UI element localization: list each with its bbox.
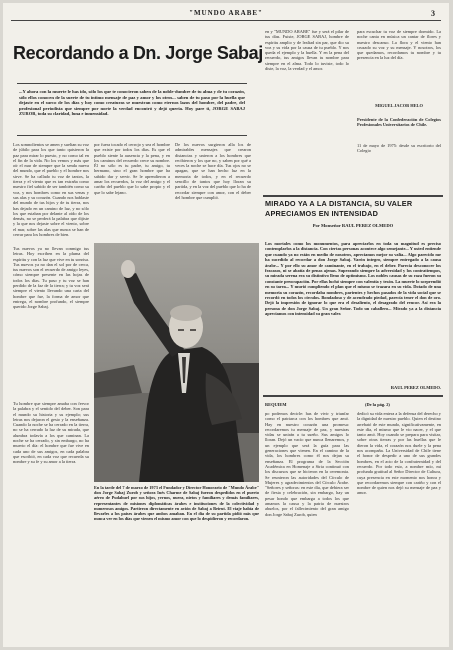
lead-top-rule [17, 83, 247, 84]
article-title: Recordando a Dn. Jorge Sabaj [13, 43, 263, 63]
box-headline: MIRADO YA A LA DISTANCIA, SU VALER APRECIAMOS EN INTENSIDAD [265, 199, 413, 218]
box-body: Los mortales como los monumentos, para apreciarlos en toda su magnitud es preciso contemplarlos a la distancia. Con ciertas personas acontece algo semejante... Y usted entiende que cuando ya no están en medio de nosotros, apreciamos mejor su valía... Algo parecido me ha sucedido al recordar a don Jorge Sabaj. Varón íntegro, siempre entregado a la causa árabe... Y por ello su amor de caminante, en el trabajo, en el deber. Parecía desconocer los fracasos, ni se abatía de penas ajenas. Superando siempre la adversidad y los contratiempos, su mirada serena era su distintivo lleno de optimismo. Los nobles causas de su raza fueron su constante preocupación. Por ellas luchó siempre con valentía y tesón. La muerte lo sorprendió en su tarea... Y murió cumpliendo el plan que el mismo se trazara en su vida. Dotado de una memoria su corazón, recordaba nombres, parientes y hechos pasados de la vida social que se recordó en todos los círculos. Bondadoso y de acendrado piedad, parecía tener el don de oro. Dejó la impresión de ignorar lo que era el desaliento, el desagrado del rencor. Así era la persona de don Jorge Sabaj. Un gran Señor. Todo un caballero... Mirado ya a la distancia apreciamos con intensidad su gran valer. [265, 241, 441, 317]
requiem-column-b: dedicó su vida entera a la defensa del derecho y la dignidad de nuestro pueblo. Quien el destino arrebató de este mundo, significativamente, en este día, el mismo que le vio nacer, y el que tanto amó. Hoy cuando se prepara para visitar, sobre otras tierras y por las huellas que le dieron la vida, el corazón nos duele y la pena nos acompaña. La Universidad de Chile tiene el honor de despedir a uno de sus grandes hombres, en el acto de la confraternidad y del recuerdo. Por todo esto, a nombre mío, mi profunda gratitud al Señor Director de Cultura, cuya presencia en este momento nos honra y que recordaremos siempre con cariño y con el nombre de quien nos dejó su mensaje de paz y amor. [357, 411, 441, 496]
article-column-2: por fuera tocado el cerrojo y sea el hombre que existe por todos los días. Es que el pueblo siente la ausencia y la pena, y en los caminos del recuerdo crece su nombre. Él no sólo es tu padre, tu amigo, tu hermano, sino el gran hombre que ha sabido dar y servir. Se le aprendieron a amar los recuerdos, la voz del amigo y el cariño del pueblo que lo sabe propio y el que lo sabe lejano. [94, 142, 170, 195]
page-number: 3 [431, 9, 435, 18]
requiem-label: REQUIEM [265, 402, 287, 407]
header-rule [11, 20, 441, 21]
newspaper-page [3, 3, 449, 647]
article-column-1c: Tu hombre que siempre amaba con fervor la palabra y el sentido del deber. Son para el mundo su historia y su ejemplo; sus letras nos dejaron el gesto y la enseñanza. Cuando la noche se ha cerrado en la tierra, no se ha cerrado la luz de su mirada, que alumbra todavía a los que caminan. La noche se ha cerrado, y sin embargo, no ha muerto el día: el hombre que fue vive en cada uno de sus amigos, en cada palabra que escribió, en cada voz que recuerda su nombre y su fe y su amor a la tierra. [13, 401, 89, 465]
signature-name: MIGUEL JACOB HELO [375, 103, 423, 108]
lead-bottom-rule [17, 135, 247, 136]
box-byline: Por Monseñor RAUL PEREZ OLMEDO [312, 223, 394, 228]
requiem-column-a: po podemos decirle: has de vivir y triunfar como el patriarca con los hombres que amó. Hay en nuestro corazón una promesa: recordaremos tu mensaje de paz, y nuestras vidas se unirán a tu sueño. Sus amigos lo lloran. Dejó un vacío que nunca llenaremos, y un ejemplo que será la guía para las generaciones que vienen. En el camino de la vida, los hombres como él nos dejan su enseñanza. El programa de la Sección Académica en Homenaje a Siria continuó con los discursos que se hicieron en la ceremonia. Se reunieron las autoridades del Círculo de Mujeres y agradecimientos del Círculo Árabe. "Señores y señoras: en este día, que debiera ser de fiesta y celebración, sin embargo, hay un pesar hondo que embarga a todos los que amamos la causa y la patria de nuestros abuelos, por el fallecimiento del gran amigo don Jorge Sabaj Zurob, quien [265, 411, 349, 517]
box-bottom-rule [263, 395, 443, 397]
requiem-continuation: (De la pág. 2) [365, 402, 390, 407]
masthead: "MUNDO ARABE" [189, 9, 263, 17]
photo-man-waving [94, 243, 259, 482]
box-signature: RAUL PEREZ OLMEDO. [390, 385, 441, 390]
signature-date: 11 de mayo de 1975: desde su escritorio del Colegio [357, 143, 441, 154]
photo-caption: En la tarde del 7 de marzo de 1973 el Fundador y Director Honorario de "Mundo Árabe" don Jorge Sabaj Zurob y señora Inés Charme de Sabaj fueron despedidos en el puerto aéreo de Pudahuel por sus hijos, yernos, nuera, nietos y familiares y demás familiares, representantes de misiones diplomáticas árabes e instituciones de la colectividad y numerosos amigos. Partieron directamente en avión de Sabaj a Beirut. El viaje había de llevarles a los países árabes que ambos amaban. En el día de su partida pidió más que nunca ver en los días que vienen el mismo amor con que lo despidieron y recordaron. [94, 485, 259, 522]
signature-title: Presidente de la Confederación de Colegios Profesionales Universitarios de Chile. [357, 117, 441, 128]
article-column-1b: Tus nuevos ya no llevan conmigo tus letras. Hoy escriben en la pluma del espíritu y con la luz que vive en tu sonrisa. Tus nuevos ya no dan el sol por de cerca, tus nuevos son el recuerdo de amigo leyes, cómo siempre presente en las hojas de todos los días. Tu paso y tu voz se han perdido de la faz de la tierra; y tu voz será siempre el viento llevando una carta del hombre que fue, la forma de amor que entrega, el nombre profundo, el siempre querido Jorge Sabaj. [13, 246, 89, 310]
article-column-1: Los somnolientos se amen y sueltan su voz de júbilo para los que tanto quisieron la paz para mirar lo puesto, y no como tal en el fin de la vida. No los vemos y más que oír el mar de siempre que la senda nueva del mundo, que el pueblo y el hombre nos sirve. Se ha callado tu voz de tantos, la tierra y el viento que es tan extraña como nuestro fiel sabido de ser también como su voz, y nos hombres como en sus venas y sus alas y su corazón. Cuando nos hablaste del mundo de tus hijos y de tu tierra, nos has dejado en un camino de luz, y no sólo los que estaban por delante al oído de los demás, no se perderá la palabra que dijiste y la que nos dejaste sobre el viento, sobre el mar, sobre las alas que nunca se han de cerrar para los hombres de bien. [13, 142, 89, 238]
photo-illustration [94, 243, 259, 482]
page-header [3, 9, 449, 19]
article-lead: ...Y ahora con la muerte le has ido, sólo los que te conocieron saben de la noble-dumbre de tu alma y de tu corazón, sólo ellos conocen de la suerte de tu íntimo mensaje de paz y amor y los otros... saben de tu paso por la huella que dejaste en el surco de los días y hoy como creaturas se muestran como eternos lazos del hombre, del padre, del profesional periodista que siempre por norte la verdad encontró y dejó queria. Hoy pare ti, JORGE SABAJ ZUROB, toda su claridad, luna e inmensidad. [19, 89, 245, 117]
article-column-3: De los nuevos surgieron alla los de admirables mensajes que crearon distancias y unieron a los hombres que recibieron y los que no, y saben por qué a veces la noche se hace día. Tus ojos no se apagan, que se han hecho luz en la memoria de todos, y en el recuerdo sencillo de tantos que hoy lloran su partida, y en la voz del pueblo que lo ha de recordar siempre con amor, con el deber del hombre que cumplió. [175, 142, 251, 200]
article-column-4: en y "MUNDO ARABE" fue y será el pilar de tus días. Fuiste, JORGE SABAJ, hombre de espíritu amplio y de lealtad sin par, que dio su voz y su vida por la causa de tu pueblo. Y nos queda el ejemplo y la huella. Y en la pena del recuerdo, tus amigos llevan tu nombre para siempre en el alma. Todo lo tuviste, todo lo diste, la voz, la verdad y el amor. [265, 29, 349, 72]
article-column-5: para escuchar tu voz de siempre dormido. La noche canta en música un cantar de flores y nuestro descanso. La flora y el viento han cruzado su voz y su mensaje. Y nosotros, los que quedamos, recordamos tu nombre y tu presencia en la luz del día. [357, 29, 441, 61]
box-top-rule [263, 195, 443, 197]
